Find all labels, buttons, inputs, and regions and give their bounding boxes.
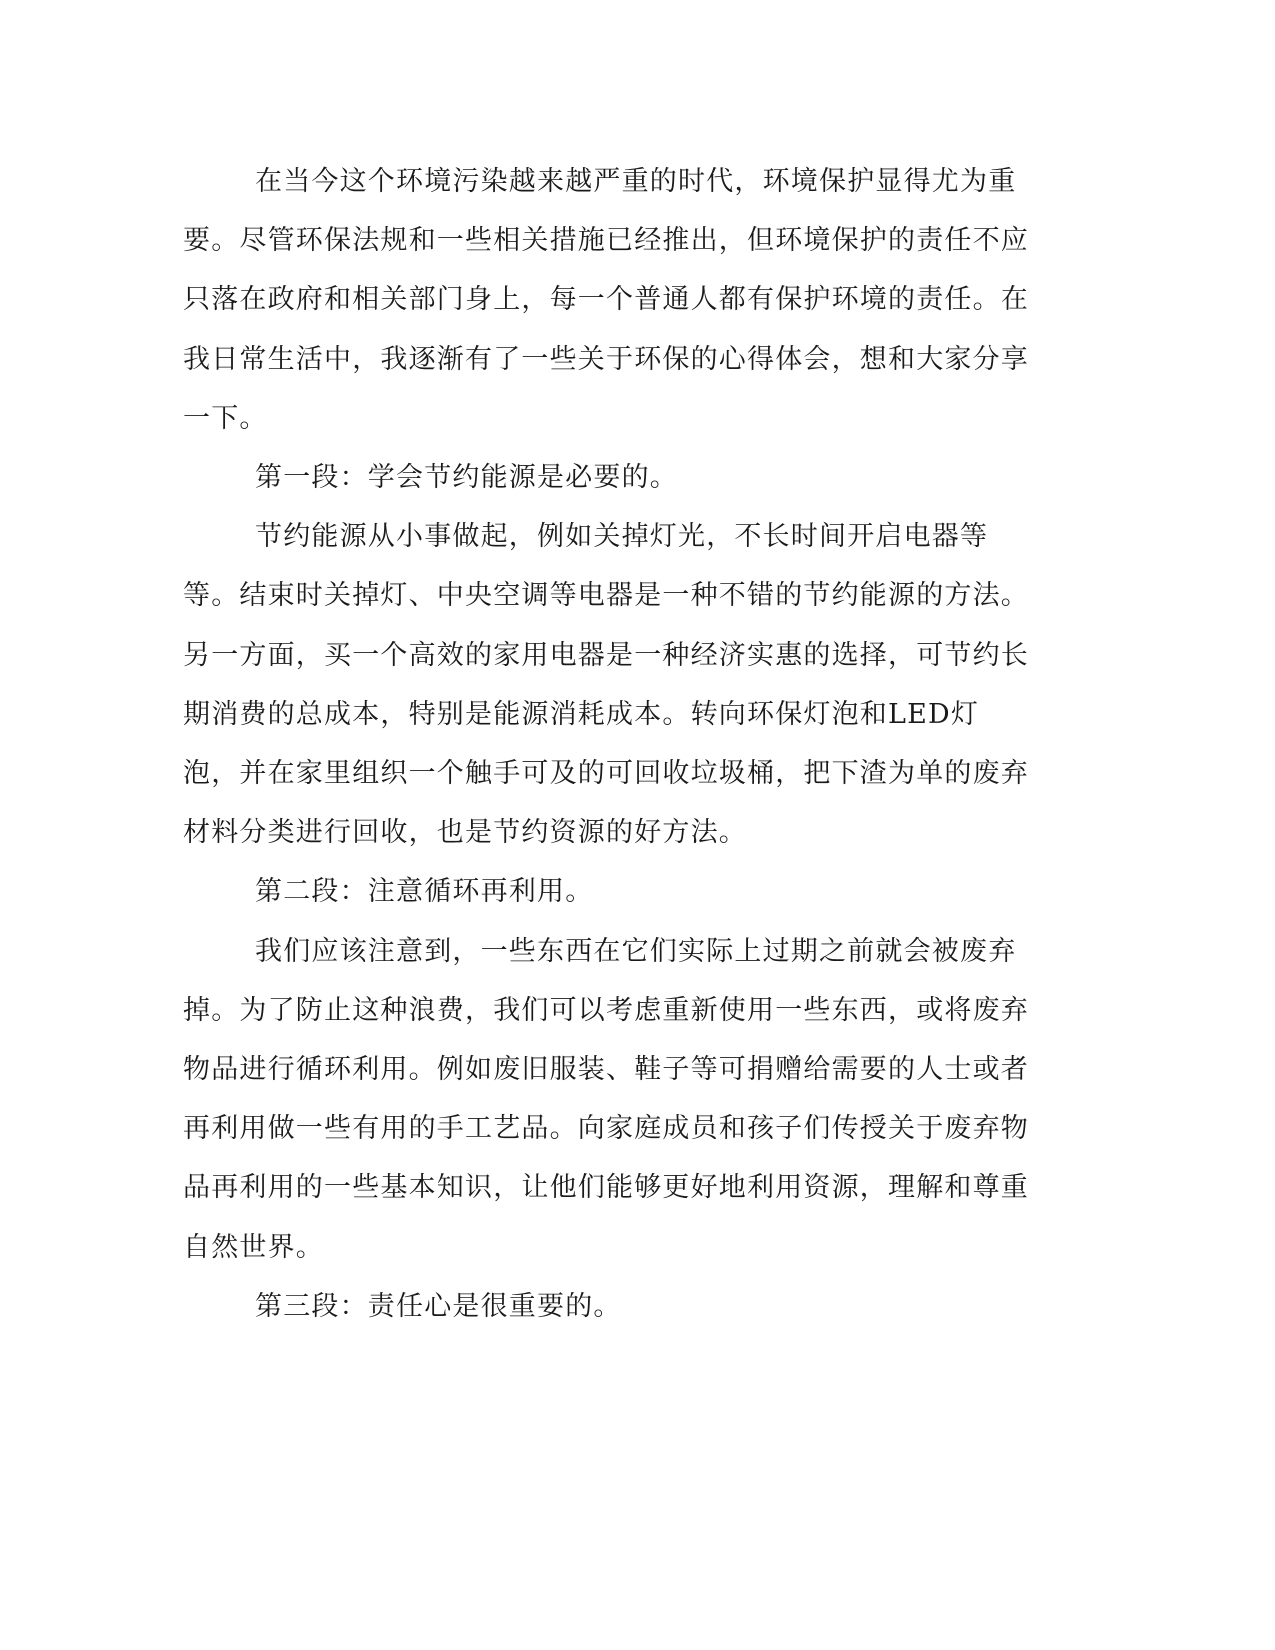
section-two-heading: 第二段：注意循环再利用。 (255, 876, 594, 908)
document-body (183, 152, 1033, 1336)
section-three-heading: 第三段：责任心是很重要的。 (255, 1290, 622, 1322)
section-one-heading: 第一段：学会节约能源是必要的。 (255, 462, 678, 494)
section-two-paragraph: 我们应该注意到，一些东西在它们实际上过期之前就会被废弃掉。为了防止这种浪费，我们可以考虑重新使用一些东西，或将废弃物品进行循环利用。例如废旧服装、鞋子等可捐赠给需要的人士或者再利用做一些有用的手工艺品。向家庭成员和孩子们传授关于废弃物品再利用的一些基本知识，让他们能够更好地利用资源，理解和尊重自然世界。 (183, 935, 1029, 1263)
intro-paragraph: 在当今这个环境污染越来越严重的时代，环境保护显得尤为重要。尽管环保法规和一些相关措施已经推出，但环境保护的责任不应只落在政府和相关部门身上，每一个普通人都有保护环境的责任。在我日常生活中，我逐渐有了一些关于环保的心得体会，想和大家分享一下。 (183, 166, 1029, 434)
section-one-paragraph: 节约能源从小事做起，例如关掉灯光，不长时间开启电器等等。结束时关掉灯、中央空调等电器是一种不错的节约能源的方法。另一方面，买一个高效的家用电器是一种经济实惠的选择，可节约长期消费的总成本，特别是能源消耗成本。转向环保灯泡和LED灯泡，并在家里组织一个触手可及的可回收垃圾桶，把下渣为单的废弃材料分类进行回收，也是节约资源的好方法。 (183, 521, 1029, 849)
